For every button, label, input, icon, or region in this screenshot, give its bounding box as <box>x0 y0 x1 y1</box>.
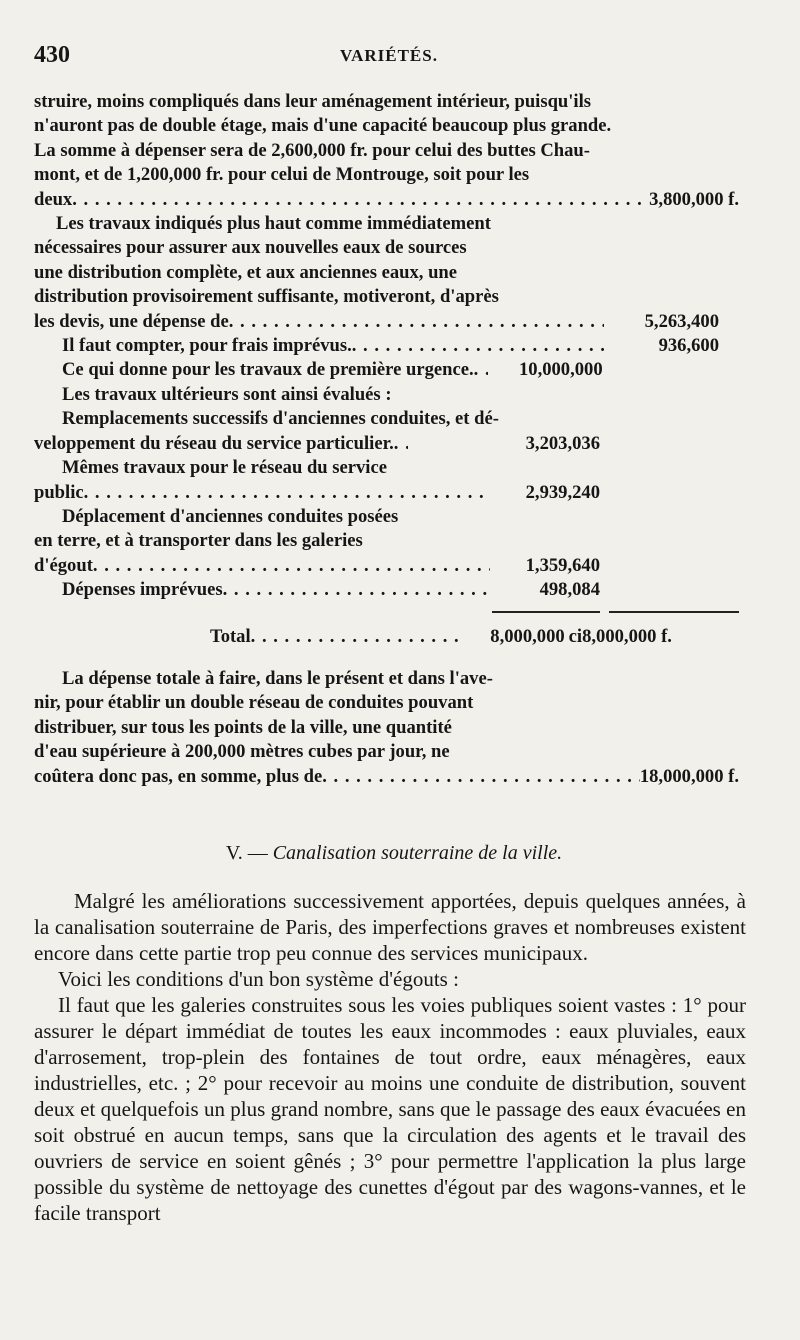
total-label: Total <box>210 625 251 647</box>
paragraph-reservoirs <box>34 90 739 212</box>
large-type-block <box>34 888 746 1226</box>
ledger-row: veloppement du réseau du service particulier. . . . 3,203,036 <box>34 432 600 456</box>
sum-rules <box>34 603 739 619</box>
amount-value: 3,203,036 <box>525 432 600 454</box>
amount-value: 2,939,240 <box>525 481 600 503</box>
amount-value: 3,800,000 f. <box>649 188 739 210</box>
section-title: Canalisation souterraine de la ville. <box>272 842 563 864</box>
section-number: V. — <box>225 842 268 864</box>
paragraph: Voici les conditions d'un bon système d'égouts : <box>58 967 459 991</box>
ledger-row: d'égout . . . 1,359,640 <box>34 554 600 578</box>
text-line: n'auront pas de double étage, mais d'une capacité beaucoup plus grande. <box>34 115 612 137</box>
running-head: VARIÉTÉS. <box>340 46 438 65</box>
paragraph: Il faut que les galeries construites sous les voies publiques soient vastes : 1° pour assurer le départ immédiat de toutes les eaux incommodes : eaux pluviales, eaux d'arrosement, trop-plein des fontaines de tout ordre, eaux ménagères, eaux industrielles, etc. ; 2° pour recevoir au moins une conduite de distribution, souvent deux et quelquefois un plus grand nombre, sans que le passage des eaux évacuées en soit obstrué en aucun temps, sans que la circulation des agents et le travail des ouvriers de service en soient gênés ; 3° pour permettre l'application la plus large possible du système de nettoyage des cunettes d'égout par des wagons-vannes, et le facile transport <box>34 993 746 1225</box>
ci-label: ci <box>568 625 583 647</box>
text-line: Mêmes travaux pour le réseau du service <box>62 457 387 479</box>
amount-value: 5,263,400 <box>644 310 719 332</box>
total-row <box>34 625 739 649</box>
paragraph-urgent-works <box>34 212 739 407</box>
text-line: Déplacement d'anciennes conduites posées <box>62 505 399 527</box>
section-heading <box>34 842 754 865</box>
text-line: une distribution complète, et aux anciennes eaux, une <box>34 261 458 283</box>
text-line: La dépense totale à faire, dans le présent et dans l'ave- <box>62 667 493 689</box>
text-line: en terre, et à transporter dans les galeries <box>34 530 363 552</box>
ledger-row: public . . . 2,939,240 <box>34 481 600 505</box>
text-line: distribution provisoirement suffisante, motiveront, d'après <box>34 286 499 308</box>
page-header <box>34 38 754 74</box>
page-number: 430 <box>34 42 70 68</box>
text-line: Remplacements successifs d'anciennes conduites, et dé- <box>62 408 499 430</box>
sum-rule <box>609 611 739 613</box>
text-line: Les travaux ultérieurs sont ainsi évalués : <box>62 383 392 405</box>
text-line: distribuer, sur tous les points de la ville, une quantité <box>34 716 452 738</box>
total-line: deux . . . 3,800,000 f. <box>34 188 739 212</box>
total-amount: 8,000,000 <box>490 625 565 647</box>
amount-value: 1,359,640 <box>525 554 600 576</box>
text-line: d'eau supérieure à 200,000 mètres cubes par jour, ne <box>34 741 450 763</box>
ledger-row: les devis, une dépense de . . . 5,263,400 <box>34 310 719 334</box>
paragraph-total-cost <box>34 667 600 765</box>
ledger-row: Dépenses imprévues . . . 498,084 <box>34 578 600 602</box>
text-line: nir, pour établir un double réseau de conduites pouvant <box>34 692 474 714</box>
text-line: nécessaires pour assurer aux nouvelles eaux de sources <box>34 237 467 259</box>
grand-total: 8,000,000 f. <box>582 625 672 647</box>
amount-value: 498,084 <box>539 579 600 601</box>
total-line: coûtera donc pas, en somme, plus de . . . 18,000,000 f. <box>34 765 739 789</box>
amount-value: 18,000,000 f. <box>639 765 739 787</box>
paragraph: Malgré les améliorations successivement apportées, depuis quelques années, à la canalisation souterraine de Paris, des imperfections graves et nombreuses existent encore dans cette partie trop peu connue des services municipaux. <box>34 889 746 965</box>
text-line: Les travaux indiqués plus haut comme immédiatement <box>56 213 491 235</box>
amount-value: 936,600 <box>658 335 719 357</box>
small-type-block <box>34 90 739 789</box>
later-works-list <box>34 407 600 602</box>
text-line: struire, moins compliqués dans leur aménagement intérieur, puisqu'ils <box>34 91 592 112</box>
amount-value: 10,000,000 <box>518 359 603 381</box>
text-line: La somme à dépenser sera de 2,600,000 fr. pour celui des buttes Chau- <box>34 139 590 161</box>
sum-rule <box>492 611 600 613</box>
text-line: mont, et de 1,200,000 fr. pour celui de Montrouge, soit pour les <box>34 164 530 186</box>
ledger-row: Ce qui donne pour les travaux de première urgence. . . . 10,000,000 <box>34 358 719 382</box>
ledger-row: Il faut compter, pour frais imprévus. . . . 936,600 <box>34 334 719 358</box>
